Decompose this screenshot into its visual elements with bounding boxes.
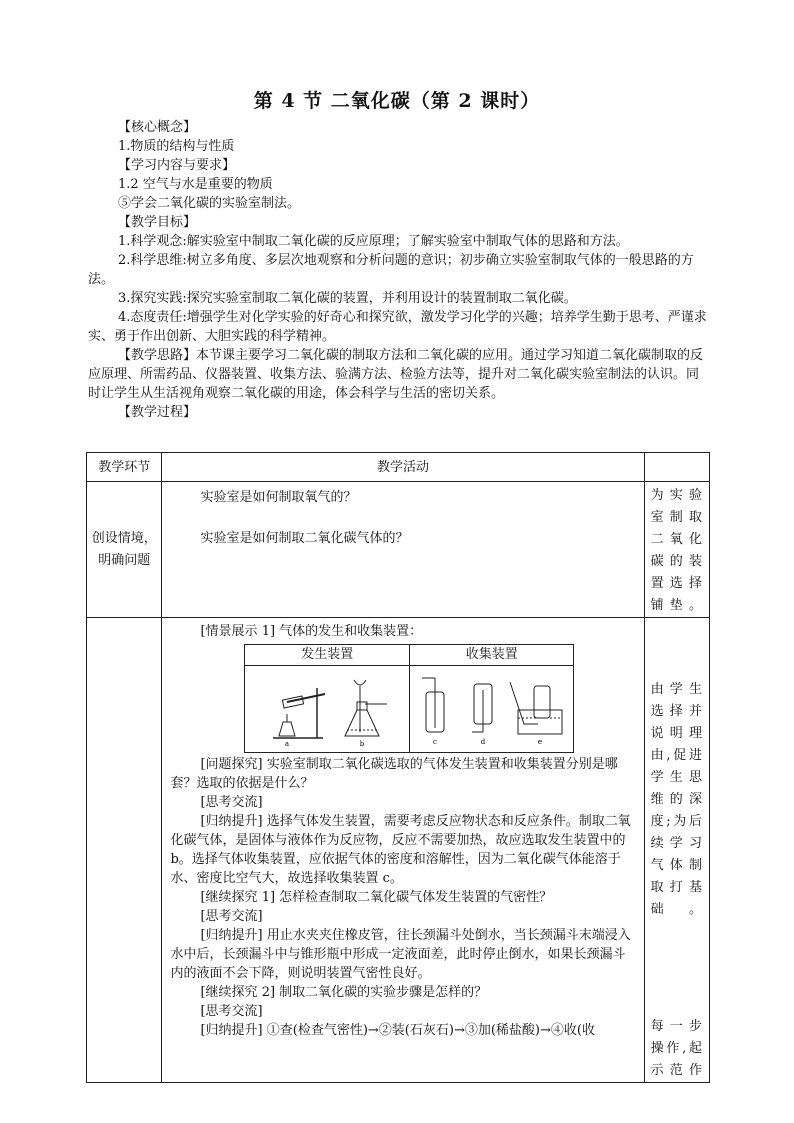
- label-b: b: [359, 740, 365, 746]
- question-2: 实验室是如何制取二氧化碳气体的？: [200, 531, 409, 546]
- collector-header: 收集装置: [409, 645, 574, 666]
- summary-3: [归纳提升] ①查(检查气密性)→②装(石灰石)→③加(稀盐酸)→④收(收: [200, 1023, 595, 1038]
- collector-drawing: [409, 666, 574, 753]
- activity-cell: [162, 618, 644, 1083]
- process-header: 【教学过程】: [118, 405, 197, 420]
- stage-label: 创设情境，明确问题: [91, 530, 157, 568]
- note-cell: [644, 618, 709, 1083]
- header-activity: 教学活动: [162, 453, 644, 482]
- think-exchange-1: [思考交流]: [200, 795, 263, 810]
- summary-2: [归纳提升] 用止水夹夹住橡皮管，往长颈漏斗处倒水，当长颈漏斗末端浸入水中后，长颈漏斗中与锥形瓶中形成一定液面差，此时停止倒水，如果长颈漏斗内的液面不会下降，则说明装置气密性良好。: [170, 928, 631, 981]
- intro-section: [88, 118, 710, 422]
- note-text-1: 由学生选择并说明理由,促进学生思维的深度;为后续学习气体制取打基础。: [650, 682, 703, 917]
- activity-cell: [162, 482, 644, 618]
- label-c: c: [432, 738, 437, 746]
- label-d: d: [480, 738, 485, 746]
- apparatus-figure: [244, 644, 574, 753]
- generator-drawing: [245, 666, 410, 753]
- header-stage: 教学环节: [87, 453, 162, 482]
- continue-explore-2: [继续探究 2] 制取二氧化碳的实验步骤是怎样的？: [200, 985, 488, 1000]
- stage-cell: [87, 618, 162, 1083]
- scene-1: [情景展示 1] 气体的发生和收集装置：: [200, 624, 423, 639]
- note-cell: [644, 482, 709, 618]
- page-title: 第 4 节 二氧化碳（第 2 课时）: [253, 90, 541, 112]
- question-1: 实验室是如何制取氧气的？: [200, 490, 357, 505]
- summary-1: [归纳提升] 选择气体发生装置，需要考虑反应物状态和反应条件。制取二氧化碳气体，是固体与液体作为反应物，反应不需要加热，故应选取发生装置中的b。选择气体收集装置，应依据气体的密度和溶解性，因为二氧化碳气体能溶于水、密度比空气大，故选择收集装置 c。: [170, 814, 631, 886]
- goal-1: 1.科学观念:解实验室中制取二氧化碳的反应原理；了解实验室中制取气体的思路和方法。: [118, 234, 629, 249]
- table-header-row: [87, 453, 710, 482]
- note-text-2: 每一步操作,起示范作: [650, 1019, 703, 1078]
- question-explore: [问题探究] 实验室制取二氧化碳选取的气体发生装置和收集装置分别是哪套？选取的依据是什么？: [170, 757, 618, 791]
- goal-3: 3.探究实践:探究实验室制取二氧化碳的装置，并利用设计的装置制取二氧化碳。: [118, 291, 577, 306]
- thinking-paragraph: [88, 346, 710, 403]
- label-a: a: [285, 740, 290, 746]
- think-exchange-3: [思考交流]: [200, 1004, 263, 1019]
- header-note: [644, 453, 709, 482]
- label-e: e: [537, 738, 542, 746]
- learning-req-header: 【学习内容与要求】: [118, 158, 236, 173]
- core-concept: 1.物质的结构与性质: [118, 139, 235, 154]
- goal-4: 4.态度责任:增强学生对化学实验的好奇心和探究欲，激发学习化学的兴趣；培养学生勤于思考、严谨求实、勇于作出创新、大胆实践的科学精神。: [88, 310, 707, 344]
- learning-req-1: 1.2 空气与水是重要的物质: [118, 177, 273, 192]
- goals-header: 【教学目标】: [118, 215, 197, 230]
- goal-2: 2.科学思维:树立多角度、多层次地观察和分析问题的意识；初步确立实验室制取气体的一般思路的方法。: [88, 253, 694, 287]
- collector-apparatus-icon: [412, 666, 572, 746]
- continue-explore-1: [继续探究 1] 怎样检查制取二氧化碳气体发生装置的气密性？: [200, 890, 553, 905]
- process-table: [86, 452, 710, 1083]
- note-text: 为实验室制取二氧化碳的装置选择铺垫。: [650, 488, 703, 613]
- learning-req-2: ⑤学会二氧化碳的实验室制法。: [118, 196, 301, 211]
- table-row: [87, 482, 710, 618]
- generator-header: 发生装置: [245, 645, 410, 666]
- stage-cell: [87, 482, 162, 618]
- core-concept-header: 【核心概念】: [118, 120, 197, 135]
- thinking-text: 本节课主要学习二氧化碳的制取方法和二氧化碳的应用。通过学习知道二氧化碳制取的反应原理、所需药品、仪器装置、收集方法、验满方法、检验方法等，提升对二氧化碳实验室制法的认识。同时让学生从生活视角观察二氧化碳的用途，体会科学与生活的密切关系。: [88, 348, 704, 401]
- table-row: [87, 618, 710, 1083]
- generator-apparatus-icon: [247, 666, 407, 746]
- think-exchange-2: [思考交流]: [200, 909, 263, 924]
- thinking-header: 【教学思路】: [118, 348, 197, 363]
